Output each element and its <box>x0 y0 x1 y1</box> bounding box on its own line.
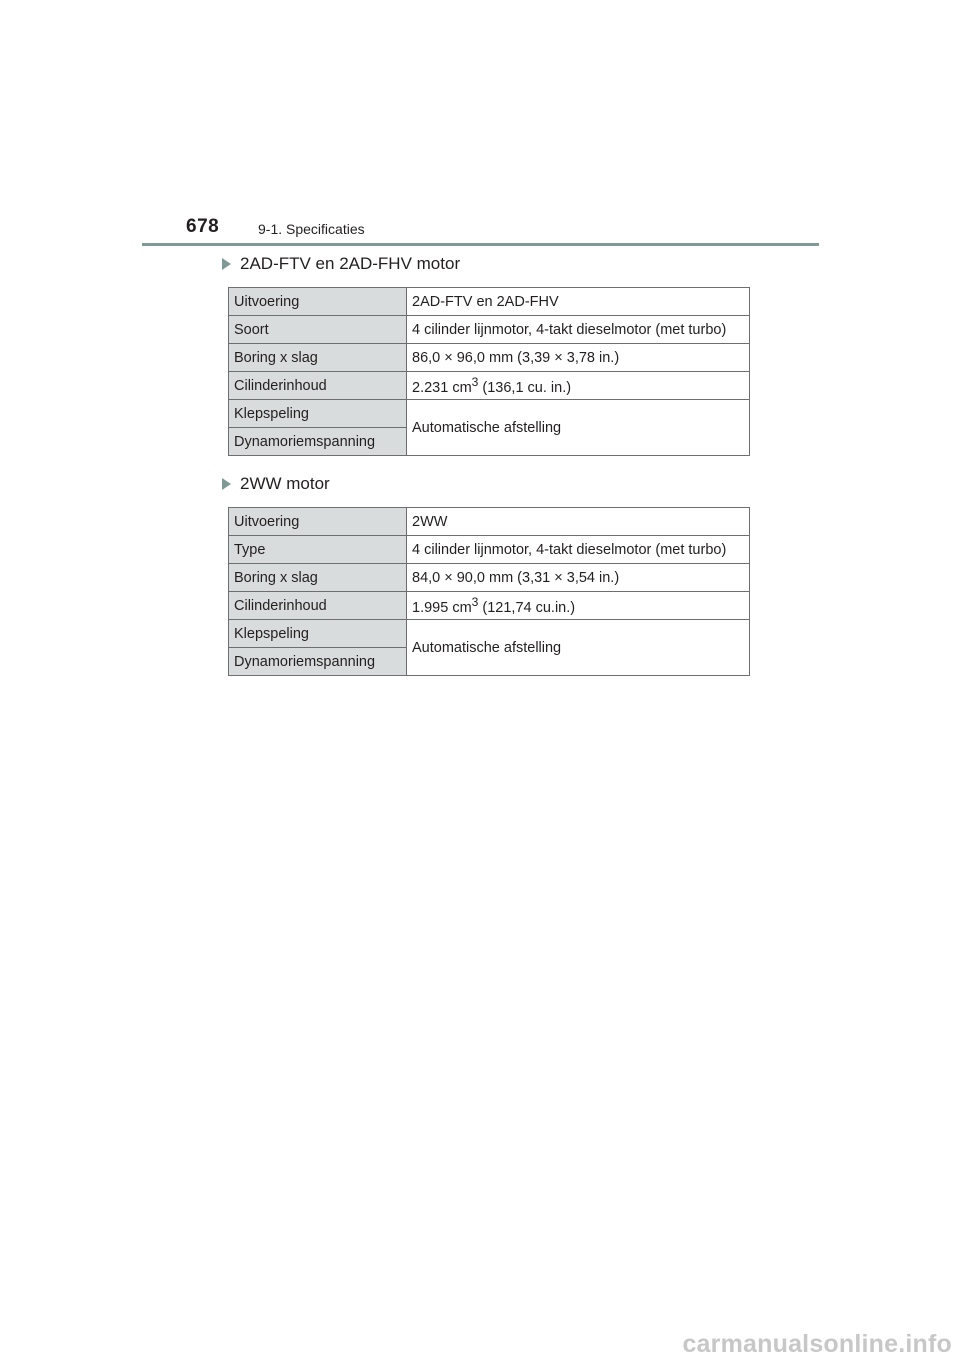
header-rule <box>142 243 819 246</box>
row-label: Uitvoering <box>229 508 407 536</box>
page-number: 678 <box>186 216 220 237</box>
displacement-value: 2.231 cm <box>412 379 472 396</box>
displacement-value: 1.995 cm <box>412 599 472 616</box>
table-row <box>229 372 750 400</box>
section-title: 9-1. Specificaties <box>258 221 365 237</box>
table-row <box>229 536 750 564</box>
row-label: Cilinderinhoud <box>229 592 407 620</box>
displacement-value-suffix: (136,1 cu. in.) <box>478 379 572 396</box>
merged-value: Automatische afstelling <box>407 620 750 676</box>
triangle-bullet-icon <box>222 258 231 270</box>
row-label: Dynamoriemspanning <box>229 428 407 456</box>
table-row <box>229 288 750 316</box>
row-label: Soort <box>229 316 407 344</box>
table-row <box>229 620 750 648</box>
table-row <box>229 592 750 620</box>
row-label: Cilinderinhoud <box>229 372 407 400</box>
row-label: Klepspeling <box>229 400 407 428</box>
displacement-value-suffix: (121,74 cu.in.) <box>478 599 576 616</box>
engine-heading-2ww <box>222 473 330 495</box>
table-row <box>229 344 750 372</box>
table-row <box>229 316 750 344</box>
row-value: 2AD-FTV en 2AD-FHV <box>407 288 750 316</box>
spec-table-2ad <box>228 287 750 456</box>
superscript: 3 <box>471 595 479 610</box>
row-value: 84,0 × 90,0 mm (3,31 × 3,54 in.) <box>407 564 750 592</box>
row-value <box>407 372 750 400</box>
row-label: Type <box>229 536 407 564</box>
table-row <box>229 508 750 536</box>
spec-table-2ww <box>228 507 750 676</box>
engine-heading-text: 2AD-FTV en 2AD-FHV motor <box>240 254 461 273</box>
row-label: Boring x slag <box>229 344 407 372</box>
row-label: Dynamoriemspanning <box>229 648 407 676</box>
merged-value: Automatische afstelling <box>407 400 750 456</box>
row-value: 2WW <box>407 508 750 536</box>
row-value: 4 cilinder lijnmotor, 4-takt dieselmotor (met turbo) <box>407 316 750 344</box>
triangle-bullet-icon <box>222 478 231 490</box>
row-label: Klepspeling <box>229 620 407 648</box>
engine-heading-2ad <box>222 253 460 275</box>
watermark: carmanualsonline.info <box>682 1330 952 1358</box>
engine-heading-text: 2WW motor <box>240 474 330 493</box>
row-label: Boring x slag <box>229 564 407 592</box>
table-row <box>229 400 750 428</box>
row-label: Uitvoering <box>229 288 407 316</box>
table-row <box>229 564 750 592</box>
row-value: 4 cilinder lijnmotor, 4-takt dieselmotor (met turbo) <box>407 536 750 564</box>
superscript: 3 <box>471 375 479 390</box>
row-value <box>407 592 750 620</box>
row-value: 86,0 × 96,0 mm (3,39 × 3,78 in.) <box>407 344 750 372</box>
